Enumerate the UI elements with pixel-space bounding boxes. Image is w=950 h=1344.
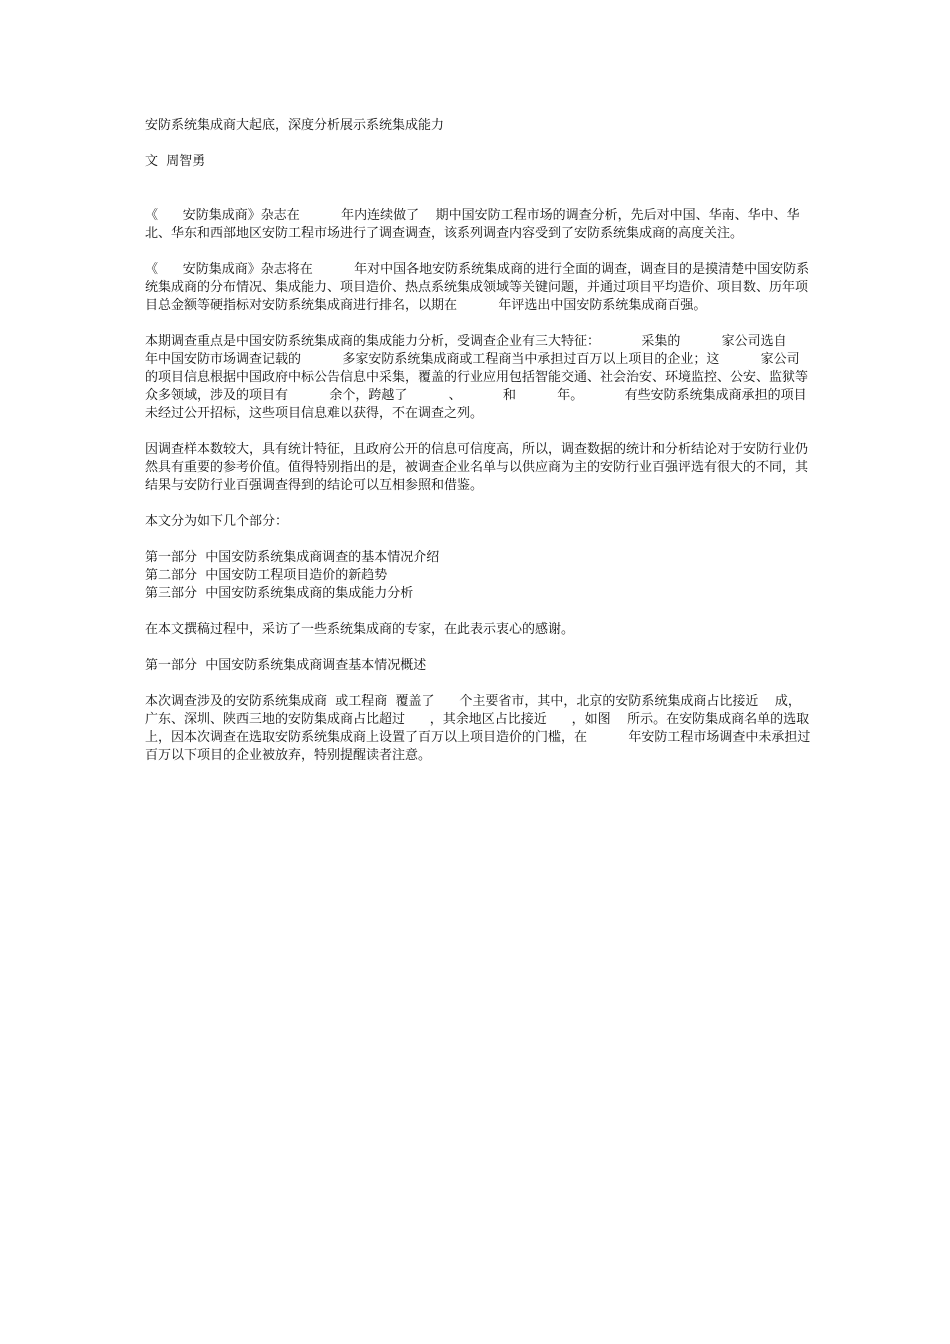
part-item-1: 第一部分 中国安防系统集成商调查的基本情况介绍 [145,550,440,565]
paragraph-sample-note: 因调查样本数较大，具有统计特征，且政府公开的信息可信度高，所以，调查数据的统计和分析结论对于安防行业仍然具有重要的参考价值。值得特别指出的是，被调查企业名单与以供应商为主的安防行业百强评选有很大的不同，其结果与安防行业百强调查得到的结论可以互相参照和借鉴。 [145,442,809,493]
part-item-2: 第二部分 中国安防工程项目造价的新趋势 [145,568,388,583]
document-title: 安防系统集成商大起底，深度分析展示系统集成能力 [145,118,445,133]
paragraph-survey-focus: 本期调查重点是中国安防系统集成商的集成能力分析，受调查企业有三大特征： 采集的 家公司选自 年中国安防市场调查记载的 多家安防系统集成商或工程商当中承担过百万以上项目的企业；这 家公司的项目信息根据中国政府中标公告信息中采集，覆盖的行业应用包括智能交通、社会治安、环境监控、公安、监狱等众多领域，涉及的项目有 余个，跨越了 、 和 年。 有些安防系统集成商承担的项目未经过公开招标，这些项目信息难以获得，不在调查之列。 [145,334,828,421]
document-page [145,117,828,783]
thanks-paragraph: 在本文撰稿过程中，采访了一些系统集成商的专家，在此表示衷心的感谢。 [145,622,575,637]
part-item-3: 第三部分 中国安防系统集成商的集成能力分析 [145,586,414,601]
paragraph-intro-1: 《 安防集成商》杂志在 年内连续做了 期中国安防工程市场的调查分析，先后对中国、华南、华中、华北、华东和西部地区安防工程市场进行了调查调查，该系列调查内容受到了安防系统集成商的高度关注。 [145,208,800,241]
paragraph-outline-intro: 本文分为如下几个部分： [145,514,289,529]
parts-list [145,549,812,603]
section-paragraph: 本次调查涉及的安防系统集成商 或工程商 覆盖了 个主要省市，其中，北京的安防系统集成商占比接近 成，广东、深圳、陕西三地的安防集成商占比超过 ，其余地区占比接近 ，如图 所示。在安防集成商名单的选取上，因本次调查在选取安防系统集成商上设置了百万以上项目造价的门槛，在 年安防工程市场调查中未承担过百万以下项目的企业被放弃，特别提醒读者注意。 [145,694,811,763]
paragraph-intro-2: 《 安防集成商》杂志将在 年对中国各地安防系统集成商的进行全面的调查，调查目的是摸清楚中国安防系统集成商的分布情况、集成能力、项目造价、热点系统集成领域等关键问题，并通过项目平均造价、项目数、历年项目总金额等硬指标对安防系统集成商进行排名，以期在 年评选出中国安防系统集成商百强。 [145,262,810,313]
document-author: 文 周智勇 [145,154,206,169]
section-heading: 第一部分 中国安防系统集成商调查基本情况概述 [145,658,427,673]
